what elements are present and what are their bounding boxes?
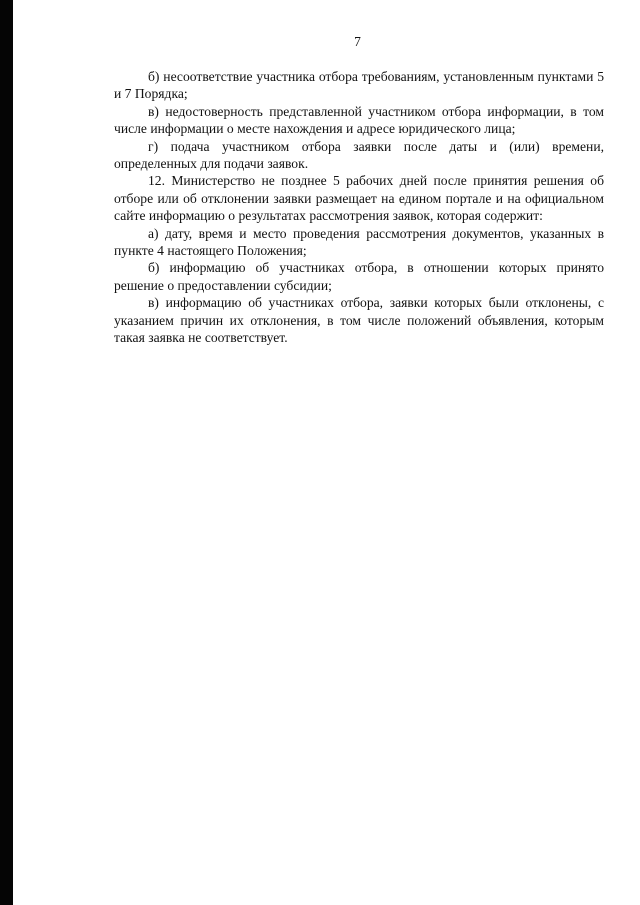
paragraph-v-unreliability: в) недостоверность представленной участником отбора информации, в том числе информации о месте нахождения и адресе юридического лица;	[114, 103, 604, 137]
document-body	[114, 68, 604, 347]
paragraph-g-late-submission: г) подача участником отбора заявки после даты и (или) времени, определенных для подачи заявок.	[114, 138, 604, 172]
paragraph-a-date-time-place: а) дату, время и место проведения рассмотрения документов, указанных в пункте 4 настоящего Положения;	[114, 225, 604, 259]
paragraph-v-rejected-participants: в) информацию об участниках отбора, заявки которых были отклонены, с указанием причин их отклонения, в том числе положений объявления, которым такая заявка не соответствует.	[114, 295, 604, 346]
paragraph-12-ministry-publication: 12. Министерство не позднее 5 рабочих дней после принятия решения об отборе или об отклонении заявки размещает на едином портале и на официальном сайте информацию о результатах рассмотрения заявок, которая содержит:	[114, 173, 604, 224]
paragraph-b-accepted-participants: б) информацию об участниках отбора, в отношении которых принято решение о предоставлении субсидии;	[114, 260, 604, 293]
paragraph-b-noncompliance: б) несоответствие участника отбора требованиям, установленным пунктами 5 и 7 Порядка;	[114, 69, 604, 102]
page-number: 7	[354, 34, 361, 49]
scan-edge-shadow	[0, 0, 13, 905]
